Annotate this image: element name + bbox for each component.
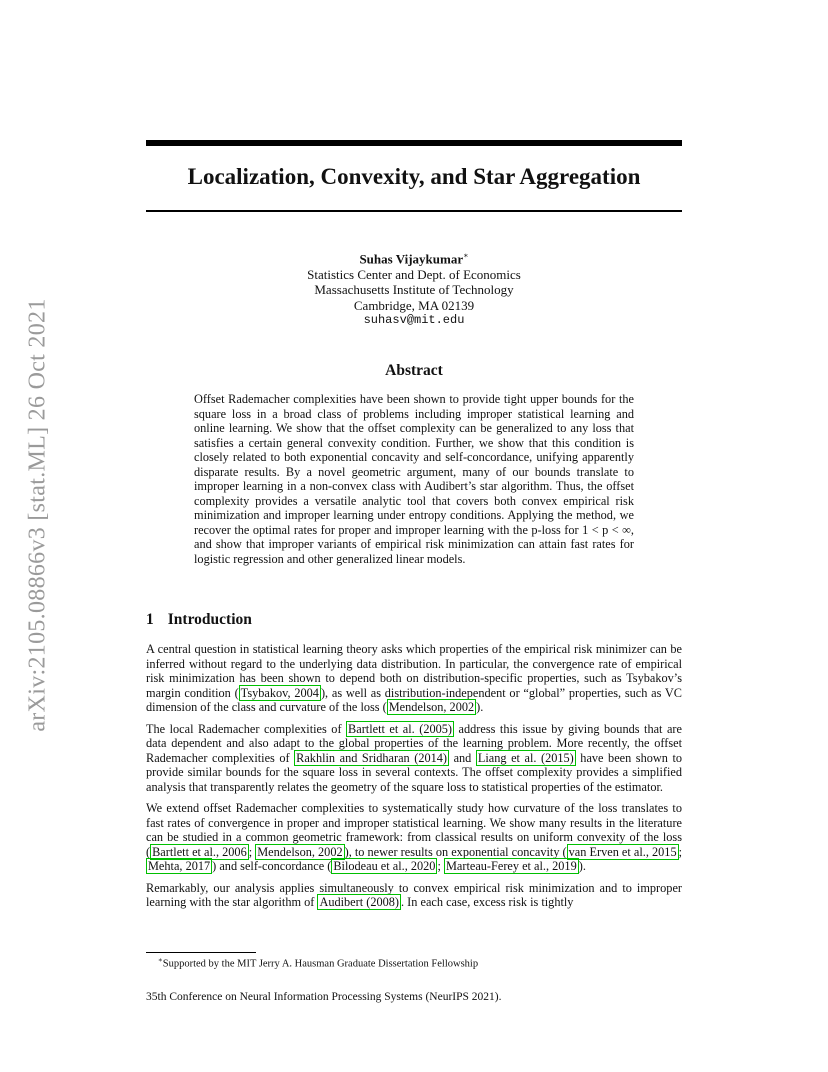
affiliation-line: Cambridge, MA 02139	[353, 297, 475, 313]
paragraph-text: have been shown to provide similar bounds for the square loss in several contexts. The offset complexity provides a simplified analysis that transparently relates the geometry of the square loss to statistical properties of the estimator.	[146, 750, 683, 794]
abstract-heading: Abstract	[385, 362, 443, 379]
paragraph-text: ).	[578, 859, 586, 873]
section-title: Introduction	[167, 611, 252, 628]
paragraph-text: address this issue by giving bounds that are data dependent and also adapt to the global properties of the learning problem. More recently, the offset Rademacher complexities of	[146, 721, 682, 765]
citation-link[interactable]: Bilodeau et al., 2020	[333, 859, 436, 873]
footnote-rule	[146, 952, 256, 953]
citation-link[interactable]: Tsybakov, 2004	[240, 685, 319, 700]
paragraph-text: ) and self-concordance (	[212, 859, 332, 873]
arxiv-stamp-text: arXiv:2105.08866v3 [stat.ML] 26 Oct 2021	[24, 298, 51, 732]
citation-link[interactable]: Mendelson, 2002	[388, 700, 475, 714]
author-footnote-mark: ∗	[463, 251, 469, 260]
paragraph-text: ), as well as distribution-independent or “global” properties, such as VC dimension of the class and curvature of the loss (	[146, 685, 682, 714]
affiliation-line: Statistics Center and Dept. of Economics	[307, 266, 521, 282]
paragraph-text: ;	[678, 844, 683, 859]
paragraph-text: ), to newer results on exponential concavity (	[344, 844, 567, 859]
citation-link[interactable]: Rakhlin and Sridharan (2014)	[296, 750, 448, 765]
citation-link[interactable]: Bartlett et al. (2005)	[348, 721, 453, 736]
citation-link[interactable]: van Erven et al., 2015	[568, 844, 677, 859]
section-number: 1	[146, 611, 154, 628]
footnote-text: Supported by the MIT Jerry A. Hausman Graduate Dissertation Fellowship	[162, 958, 479, 970]
author-block	[146, 248, 682, 329]
paper-title: Localization, Convexity, and Star Aggregation	[187, 164, 641, 189]
footnote	[158, 956, 478, 970]
citation-link[interactable]: Mehta, 2017	[148, 859, 211, 873]
citation-link[interactable]: Mendelson, 2002	[257, 844, 343, 859]
paragraph-text: . In each case, excess risk is tightly	[401, 895, 574, 909]
title-rule-top	[146, 140, 682, 146]
paragraph-text: We extend offset Rademacher complexities to systematically study how curvature of the loss translates to fast rates of convergence in proper and improper statistical learning. We show many results in the literature can be studied in a common geometric framework: from classical results on uniform convexity of the loss (	[146, 801, 682, 859]
title-rule-bottom	[146, 210, 682, 212]
citation-link[interactable]: Liang et al. (2015)	[477, 750, 574, 765]
abstract-text: Offset Rademacher complexities have been shown to provide tight upper bounds for the square loss in a broad class of problems including improper statistical learning and online learning. We show that the offset complexity can be generalized to any loss that satisfies a certain general convexity condition. Further, we show that this condition is closely related to both exponential concavity and self-concordance, unifying apparently disparate results. By a novel geometric argument, many of our bounds translate to improper learning in a non-convex class with Audibert’s star algorithm. Thus, the offset complexity provides a versatile analytic tool that covers both convex empirical risk minimization and improper learning under entropy conditions. Applying the method, we recover the optimal rates for proper and improper learning with the p-loss for 1 < p < ∞, and show that improper variants of empirical risk minimization can attain fast rates for logistic regression and other generalized linear models.	[194, 392, 634, 566]
paragraph	[146, 881, 682, 910]
paragraph	[146, 801, 682, 874]
citation-link[interactable]: Bartlett et al., 2006	[152, 844, 247, 859]
paragraph	[146, 642, 682, 715]
conference-note: 35th Conference on Neural Information Processing Systems (NeurIPS 2021).	[146, 991, 502, 1003]
citation-link[interactable]: Audibert (2008)	[319, 895, 400, 909]
arxiv-stamp	[18, 285, 58, 745]
paragraph-text: ).	[476, 700, 484, 714]
footnote-mark: ∗	[158, 956, 163, 964]
paragraph-text: and	[449, 750, 476, 765]
paragraph-text: The local Rademacher complexities of	[146, 721, 347, 736]
author-email[interactable]: suhasv@mit.edu	[363, 313, 465, 328]
paragraph-text: ;	[248, 844, 256, 859]
affiliation-line: Massachusetts Institute of Technology	[314, 282, 514, 298]
section-heading	[146, 611, 252, 629]
paragraph-text: A central question in statistical learning theory asks which properties of the empirical risk minimizer can be inferred without regard to the underlying data distribution. In particular, the convergence rate of empirical risk minimization has been shown to depend both on distribution-specific properties, such as Tsybakov’s margin condition (	[146, 642, 682, 700]
body-text	[146, 642, 682, 917]
citation-link[interactable]: Marteau-Ferey et al., 2019	[445, 859, 577, 873]
paragraph-text: Remarkably, our analysis applies simultaneously to convex empirical risk minimization and to improper learning with the star algorithm of	[146, 880, 682, 909]
author-name: Suhas Vijaykumar	[359, 251, 464, 267]
paragraph-text: ;	[437, 859, 444, 873]
paragraph	[146, 722, 682, 795]
